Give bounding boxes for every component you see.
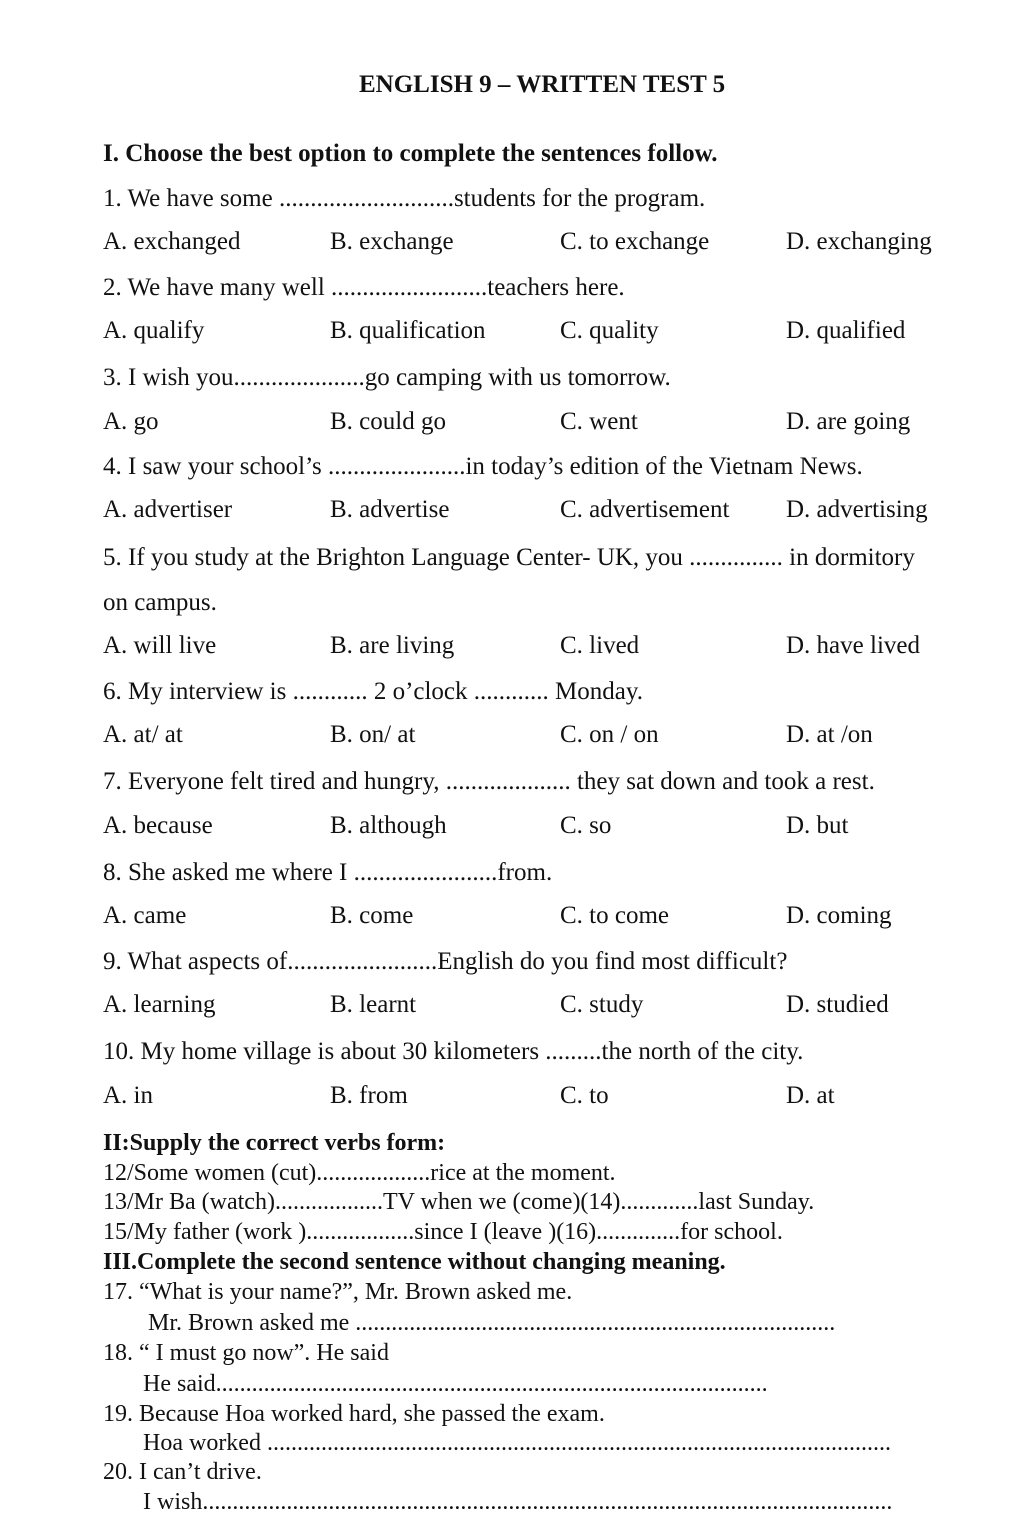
rewrite-18-answer: He said............................................................................................ (143, 1371, 768, 1397)
q1-option-b: B. exchange (330, 228, 454, 255)
q7-option-b: B. although (330, 812, 447, 839)
q4-option-b: B. advertise (330, 496, 450, 523)
q10-option-b: B. from (330, 1082, 408, 1109)
q4-option-c: C. advertisement (560, 496, 730, 523)
question-1: 1. We have some ............................students for the program. (103, 185, 706, 212)
q1-option-a: A. exchanged (103, 228, 241, 255)
q8-option-a: A. came (103, 902, 187, 929)
question-9: 9. What aspects of........................English do you find most difficult? (103, 948, 788, 975)
q10-option-d: D. at (786, 1082, 835, 1109)
verb-line-15-16: 15/My father (work )..................since I (leave )(16)..............for school. (103, 1219, 783, 1245)
rewrite-17-answer: Mr. Brown asked me ................................................................................ (148, 1310, 836, 1336)
question-2: 2. We have many well .........................teachers here. (103, 274, 625, 301)
q9-option-d: D. studied (786, 991, 889, 1018)
section2-heading: II:Supply the correct verbs form: (103, 1130, 446, 1156)
verb-line-12: 12/Some women (cut)...................rice at the moment. (103, 1160, 616, 1186)
q5-option-d: D. have lived (786, 632, 920, 659)
q2-option-c: C. quality (560, 317, 659, 344)
q4-option-a: A. advertiser (103, 496, 233, 523)
verb-line-13-14: 13/Mr Ba (watch)..................TV when we (come)(14).............last Sunday. (103, 1189, 815, 1215)
section3-heading: III.Complete the second sentence without changing meaning. (103, 1249, 726, 1275)
q3-option-a: A. go (103, 408, 159, 435)
q3-option-c: C. went (560, 408, 638, 435)
q9-option-b: B. learnt (330, 991, 417, 1018)
rewrite-20-question: 20. I can’t drive. (103, 1459, 262, 1485)
q7-option-c: C. so (560, 812, 612, 839)
q2-option-b: B. qualification (330, 317, 486, 344)
section1-heading: I. Choose the best option to complete the sentences follow. (103, 140, 718, 167)
question-5: 5. If you study at the Brighton Language Center- UK, you ............... in dormitory (103, 544, 915, 571)
q1-option-c: C. to exchange (560, 228, 710, 255)
q3-option-b: B. could go (330, 408, 446, 435)
q8-option-c: C. to come (560, 902, 670, 929)
q5-option-a: A. will live (103, 632, 217, 659)
rewrite-19-answer: Hoa worked ........................................................................................................ (143, 1430, 891, 1456)
rewrite-18-question: 18. “ I must go now”. He said (103, 1340, 389, 1366)
q2-option-d: D. qualified (786, 317, 906, 344)
q10-option-a: A. in (103, 1082, 153, 1109)
question-4: 4. I saw your school’s ......................in today’s edition of the Vietnam News. (103, 453, 863, 480)
question-5-continued: on campus. (103, 589, 217, 616)
question-3: 3. I wish you.....................go camping with us tomorrow. (103, 364, 671, 391)
q7-option-a: A. because (103, 812, 213, 839)
question-10: 10. My home village is about 30 kilometers .........the north of the city. (103, 1038, 804, 1065)
q1-option-d: D. exchanging (786, 228, 932, 255)
question-7: 7. Everyone felt tired and hungry, .................... they sat down and took a rest. (103, 768, 875, 795)
question-6: 6. My interview is ............ 2 o’clock ............ Monday. (103, 678, 643, 705)
rewrite-20-answer: I wish................................................................................................................... (143, 1489, 893, 1515)
q6-option-a: A. at/ at (103, 721, 183, 748)
q8-option-b: B. come (330, 902, 414, 929)
q5-option-c: C. lived (560, 632, 640, 659)
q5-option-b: B. are living (330, 632, 455, 659)
q6-option-b: B. on/ at (330, 721, 416, 748)
q3-option-d: D. are going (786, 408, 911, 435)
q6-option-d: D. at /on (786, 721, 873, 748)
rewrite-17-question: 17. “What is your name?”, Mr. Brown asked me. (103, 1279, 573, 1305)
q7-option-d: D. but (786, 812, 849, 839)
title: ENGLISH 9 – WRITTEN TEST 5 (359, 71, 726, 98)
q2-option-a: A. qualify (103, 317, 205, 344)
q9-option-c: C. study (560, 991, 644, 1018)
rewrite-19-question: 19. Because Hoa worked hard, she passed the exam. (103, 1401, 605, 1427)
q9-option-a: A. learning (103, 991, 216, 1018)
q6-option-c: C. on / on (560, 721, 659, 748)
q4-option-d: D. advertising (786, 496, 928, 523)
q8-option-d: D. coming (786, 902, 892, 929)
question-8: 8. She asked me where I .......................from. (103, 859, 553, 886)
q10-option-c: C. to (560, 1082, 609, 1109)
